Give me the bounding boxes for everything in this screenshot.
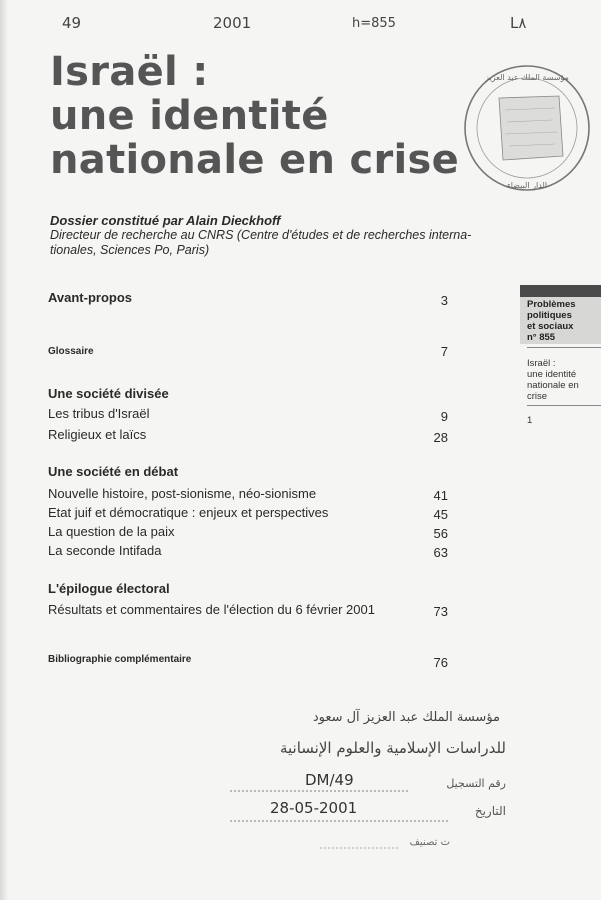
registration-date-label: التاريخ bbox=[474, 804, 506, 818]
author-line: Dossier constitué par Alain Dieckhoff bbox=[50, 213, 281, 228]
sidebar-divider bbox=[527, 347, 601, 348]
title-line-1: Israël : bbox=[50, 49, 209, 95]
toc-label: La seconde Intifada bbox=[48, 543, 162, 558]
toc-page: 9 bbox=[440, 409, 448, 424]
toc-page: 73 bbox=[433, 604, 448, 619]
sidebar-page-number: 1 bbox=[527, 415, 533, 426]
toc-page: 45 bbox=[433, 507, 448, 522]
toc-page: 56 bbox=[433, 526, 448, 541]
toc-label: Résultats et commentaires de l'élection du 6 février 2001 bbox=[48, 602, 375, 617]
page-title bbox=[50, 50, 459, 182]
series-title: Problèmes politiques et sociaux n° 855 bbox=[527, 299, 576, 343]
sidebar-issue-title: Israël : une identité nationale en crise bbox=[527, 358, 579, 402]
svg-text:مؤسسة الملك عبد العزيز: مؤسسة الملك عبد العزيز bbox=[485, 73, 569, 82]
toc-page: 3 bbox=[440, 293, 448, 308]
toc-page: 41 bbox=[433, 488, 448, 503]
registration-line-1: مؤسسة الملك عبد العزيز آل سعود bbox=[312, 710, 500, 725]
toc-label: Etat juif et démocratique : enjeux et perspectives bbox=[48, 505, 329, 520]
registration-stamp bbox=[210, 705, 510, 855]
handwritten-year: 2001 bbox=[213, 14, 252, 32]
toc-label: La question de la paix bbox=[48, 524, 175, 539]
sidebar-dark-bar bbox=[520, 285, 601, 297]
registration-date: 28-05-2001 bbox=[270, 799, 358, 817]
affiliation-line-1: Directeur de recherche au CNRS (Centre d'études et de recherches interna- bbox=[50, 228, 472, 242]
document-page: 49 2001 h=855 L۸ Israël : une identité nationale en crise مؤسسة الملك عبد العزيز الدار البيضاء Dossier constitué par Alain Dieckhoff Directeur de recherche au CNRS (Centre d'études et de recherches interna- tionales, Sciences Po, Paris) Avant-propos 3 Glossaire 7 Une société divisée Les tribus d'Israël 9 Religieux et laïcs 28 Une société en débat Nouvelle histoire, post-sionisme, néo-sionisme 41 Etat juif et démocratique : enjeux et perspectives 45 La question de la paix 56 La seconde Intifada 63 L'épilogue électoral Résultats et commentaires de l'élection du 6 février 2001 73 Bibliographie complémentaire 76 Problèmes politiques et sociaux n° 855 Israël : une identité nationale en crise 1 مؤسسة الملك عبد العزيز آل سعود للدراسات الإسلامية والعلوم الإنسانية رقم التسجيل DM/49 التاريخ 28-05-2001 ت تصنيف bbox=[0, 0, 601, 900]
binding-shadow bbox=[0, 0, 8, 900]
title-line-2: une identité bbox=[50, 93, 329, 139]
toc-label: Bibliographie complémentaire bbox=[48, 654, 192, 665]
registration-line-2: للدراسات الإسلامية والعلوم الإنسانية bbox=[279, 739, 506, 757]
toc-page: 76 bbox=[433, 655, 448, 670]
library-stamp bbox=[455, 60, 595, 200]
sidebar-divider bbox=[527, 405, 601, 406]
toc-page: 28 bbox=[433, 430, 448, 445]
toc-label: Nouvelle histoire, post-sionisme, néo-sionisme bbox=[48, 486, 317, 501]
toc-label: Religieux et laïcs bbox=[48, 427, 147, 442]
toc-label: Glossaire bbox=[48, 346, 94, 357]
registration-number-label: رقم التسجيل bbox=[446, 777, 506, 790]
handwritten-number-left: 49 bbox=[62, 14, 82, 32]
handwritten-issue: h=855 bbox=[352, 16, 396, 31]
registration-number: DM/49 bbox=[305, 771, 354, 789]
title-line-3: nationale en crise bbox=[50, 137, 460, 183]
toc-page: 7 bbox=[440, 344, 448, 359]
affiliation-line-2: tionales, Sciences Po, Paris) bbox=[50, 243, 210, 257]
toc-label: Avant-propos bbox=[48, 290, 133, 305]
registration-class-label: ت تصنيف bbox=[409, 837, 450, 848]
toc-page: 63 bbox=[433, 545, 448, 560]
byline bbox=[50, 213, 520, 258]
toc-label: Les tribus d'Israël bbox=[48, 406, 150, 421]
handwritten-number-right: L۸ bbox=[510, 14, 527, 32]
stamp-city: الدار البيضاء bbox=[506, 181, 548, 190]
